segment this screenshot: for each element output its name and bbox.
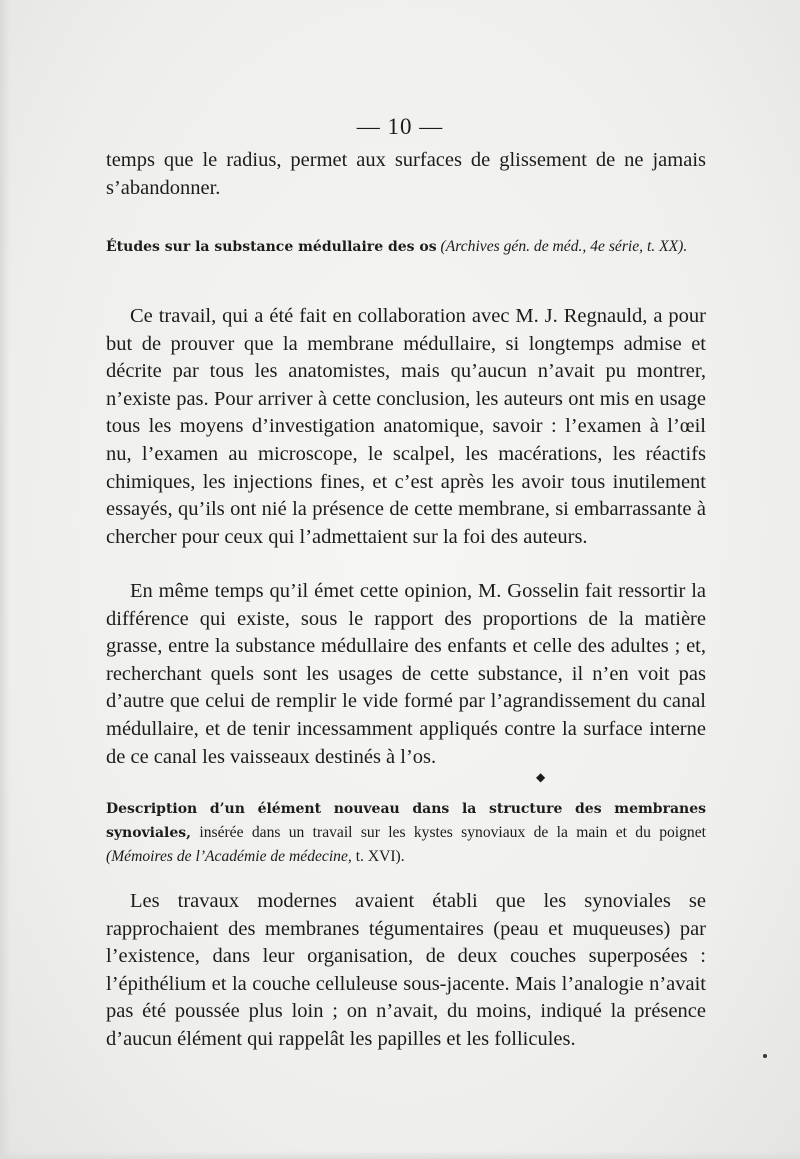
heading-title: Études sur la substance médullaire des os	[106, 239, 437, 255]
paragraph-synovial-membranes: Les travaux modernes avaient établi que les synoviales se rapprochaient des membranes tégumentaires (peau et muqueuses) par l’existence, dans leur organisation, de deux couches superposées : l’épithélium et la couche celluleuse sous-jacente. Mais l’analogie n’avait pas été poussée plus loin ; on n’avait, du moins, indiqué la présence d’aucun élément qui rappelât les papilles et les follicules.	[106, 890, 706, 1050]
section-heading-medullary	[106, 235, 706, 259]
paragraph-gosselin-opinion: En même temps qu’il émet cette opinion, M. Gosselin fait ressortir la différence qui existe, sous le rapport des proportions de la matière grasse, entre la substance médullaire des enfants et celle des adultes ; et, recherchant quels sont les usages de cette substance, il n’en voit pas d’autre que celui de remplir le vide formé par l’agrandissement du canal médullaire, et de tenir incessamment appliqués contre la surface interne de ce canal les vaisseaux destinés à l’os.	[106, 580, 706, 768]
paragraph-medullary-study: Ce travail, qui a été fait en collaboration avec M. J. Regnauld, a pour but de prouver que la membrane médullaire, si longtemps admise et décrite par tous les anatomistes, mais qu’aucun n’avait pu montrer, n’existe pas. Pour arriver à cette conclusion, les auteurs ont mis en usage tous les moyens d’investigation anatomique, savoir : l’examen à l’œil nu, l’examen au microscope, le scalpel, les macérations, les réactifs chimiques, les injections fines, et c’est après les avoir tous inutilement essayés, qu’ils ont nié la présence de cette membrane, si embarrassante à chercher pour ceux qui l’admettaient sur la foi des auteurs.	[106, 305, 706, 548]
heading-citation: (Archives gén. de méd., 4e série, t. XX).	[440, 238, 688, 255]
ink-speck	[763, 1054, 767, 1058]
heading-citation-volume: t. XVI).	[355, 848, 405, 865]
section-heading-synovial	[106, 797, 706, 868]
page-edge-shadow	[0, 0, 10, 1159]
heading-description: insérée dans un travail sur les kystes synoviaux de la main et du poignet	[199, 824, 706, 841]
paragraph-continuation: temps que le radius, permet aux surfaces de glissement de ne jamais s’abandonner.	[106, 149, 706, 199]
page-number: — 10 —	[356, 114, 444, 139]
heading-title: Description d’un élément nouveau dans la structure des membranes synoviales,	[106, 801, 706, 841]
heading-citation: (Mémoires de l’Académie de médecine,	[106, 848, 352, 865]
separator-ornament: ◆	[536, 770, 546, 784]
page-bottom-shadow	[0, 1151, 800, 1159]
